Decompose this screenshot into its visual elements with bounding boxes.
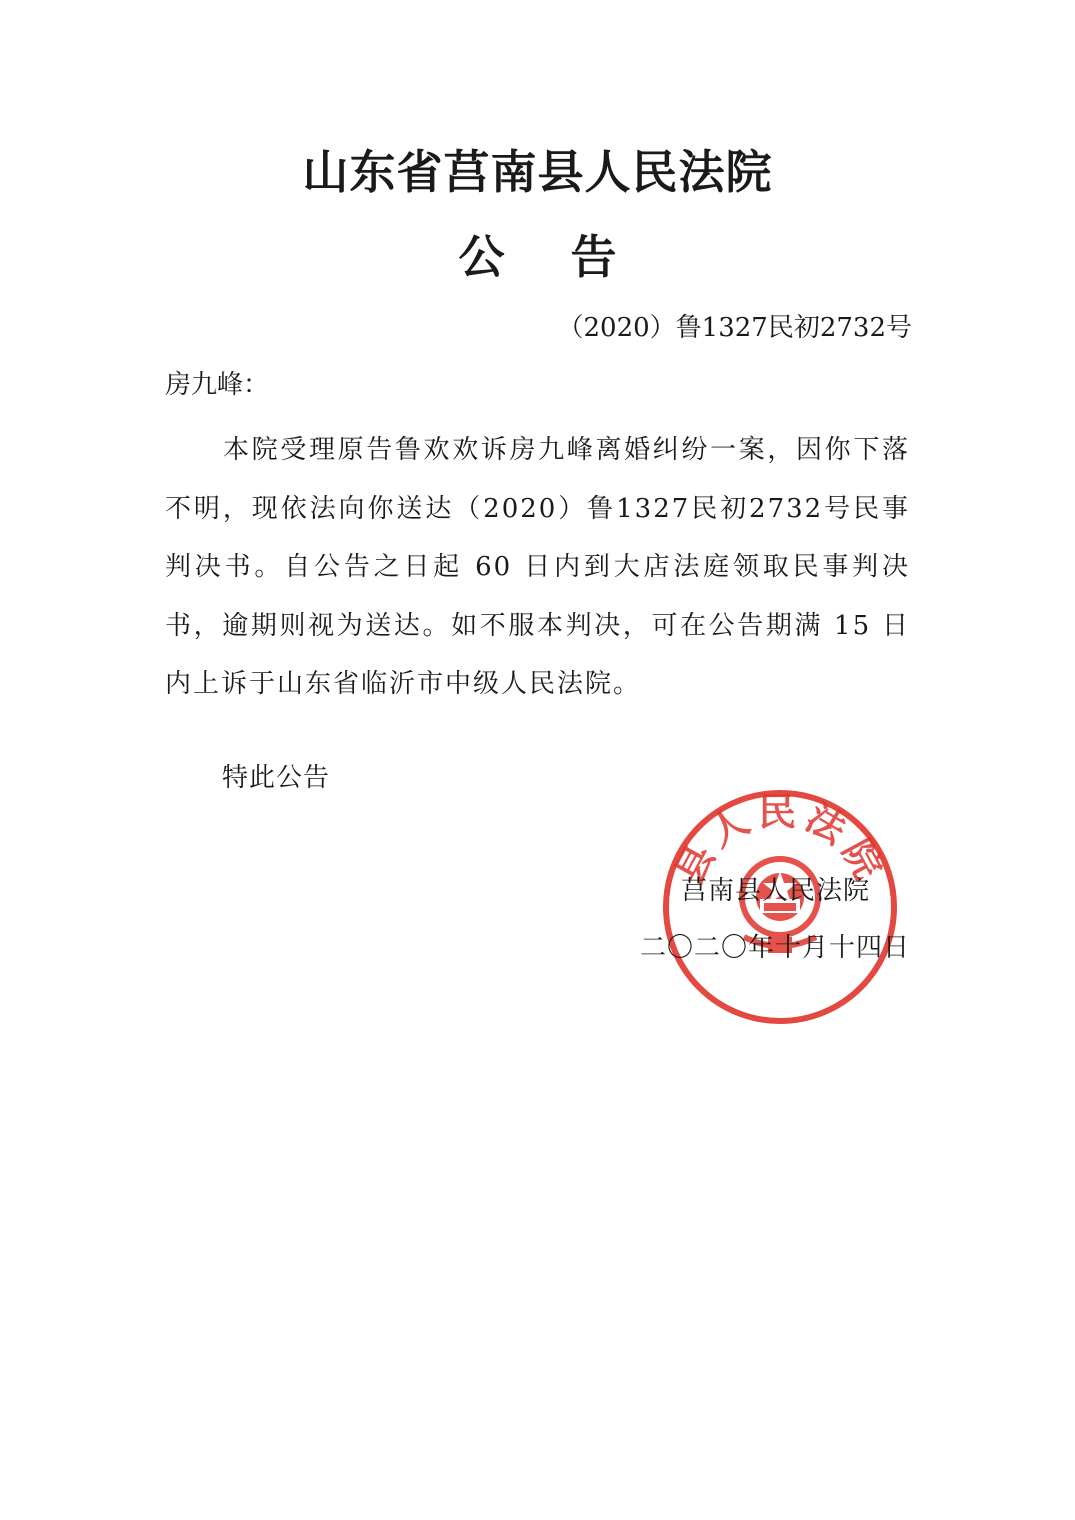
issue-date: 二〇二〇年十月十四日 [639, 933, 910, 963]
addressee: 房九峰： [165, 370, 270, 400]
closing-phrase: 特此公告 [222, 763, 331, 793]
notice-title-char-2: 告 [570, 230, 617, 284]
case-number: （2020）鲁1327民初2732号 [557, 313, 912, 343]
seal-text: 县人民法院 [666, 790, 894, 892]
notice-body: 本院受理原告鲁欢欢诉房九峰离婚纠纷一案，因你下落不明，现依法向你送达（2020）鲁1327民初2732号民事判决书。自公告之日起 60 日内到大店法庭领取民事判决书，逾期则视为送达。如不服本判决，可在公告期满 15 日内上诉于山东省临沂市中级人民法院。 [165, 435, 910, 699]
notice-title-char-1: 公 [458, 230, 505, 284]
signature-court-name: 莒南县人民法院 [680, 876, 870, 906]
court-title: 山东省莒南县人民法院 [302, 145, 773, 199]
notice-title [0, 225, 1075, 289]
